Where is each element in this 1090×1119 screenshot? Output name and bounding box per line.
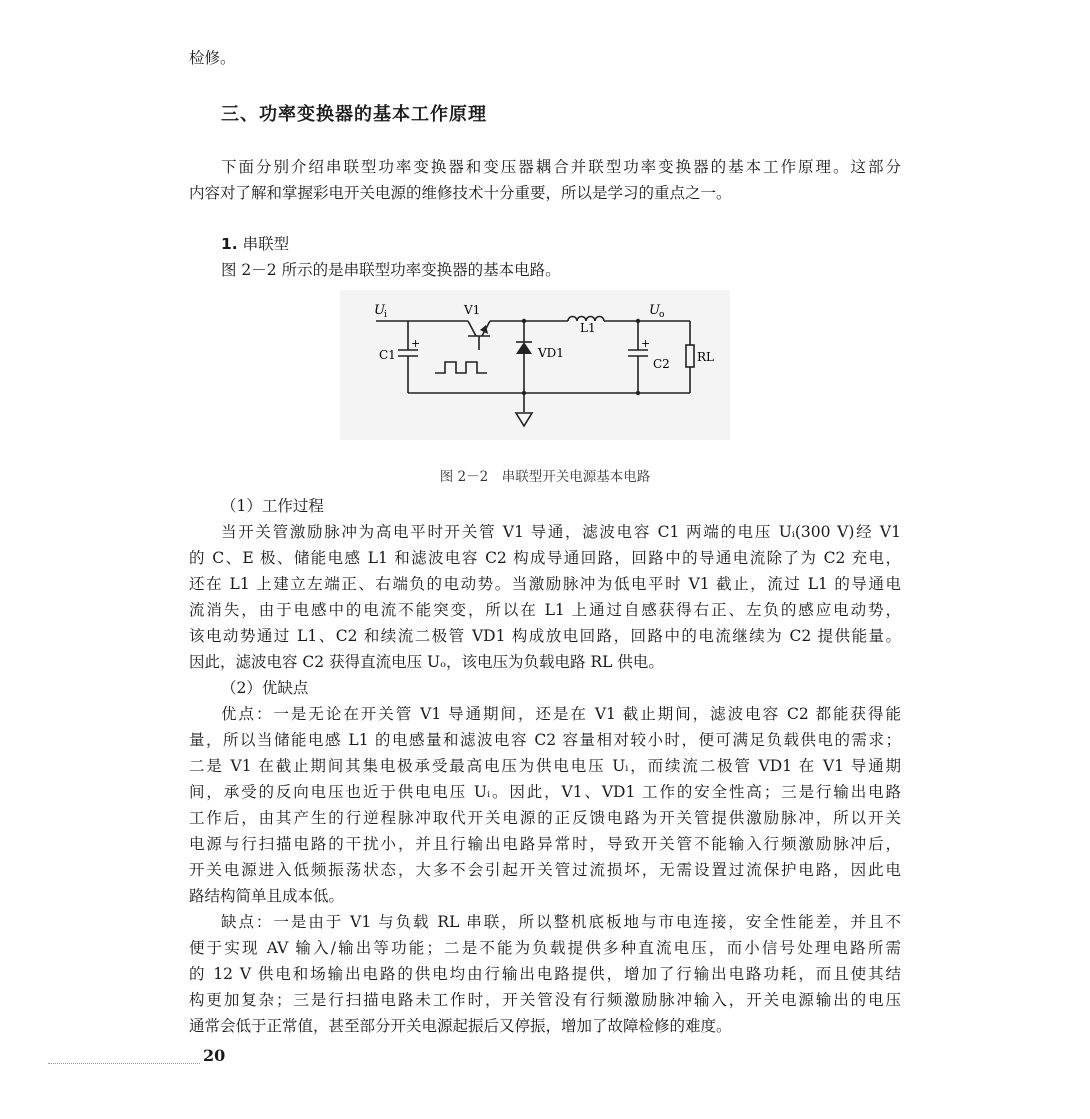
- intro-line-2: 内容对了解和掌握彩电开关电源的维修技术十分重要，所以是学习的重点之一。: [189, 184, 732, 202]
- part2-adv-line-6: 电源与行扫描电路的干扰小，并且行输出电路异常时，导致开关管不能输入行频激励脉冲后，: [189, 835, 901, 853]
- label-c1: C1: [379, 348, 396, 362]
- part1-line-1: 当开关管激励脉冲为高电平时开关管 V1 导通，滤波电容 C1 两端的电压 Uᵢ(300 V)经 V1: [221, 523, 901, 541]
- label-l1: L1: [580, 321, 596, 335]
- part2-adv-line-7: 开关电源进入低频振荡状态，大多不会引起开关管过流损坏，无需设置过流保护电路，因此电: [189, 861, 901, 879]
- c2-plus: +: [641, 337, 651, 350]
- part2-dis-line-2: 便于实现 AV 输入/输出等功能；二是不能为负载提供多种直流电压，而小信号处理电路所需: [189, 939, 901, 957]
- part2-dis-line-4: 构更加复杂；三是行扫描电路未工作时，开关管没有行频激励脉冲输入，开关电源输出的电压: [189, 991, 901, 1009]
- part2-adv-line-3: 二是 V1 在截止期间其集电极承受最高电压为供电电压 Uᵢ，而续流二极管 VD1 在 V1 导通期: [189, 757, 901, 775]
- label-rl: RL: [697, 350, 715, 364]
- section-title: 三、功率变换器的基本工作原理: [221, 104, 487, 125]
- subsection-number: 1.: [221, 235, 238, 253]
- figure-intro: 图 2－2 所示的是串联型功率变换器的基本电路。: [221, 261, 561, 279]
- series-converter-circuit: [340, 290, 730, 440]
- part1-heading: （1）工作过程: [221, 497, 324, 515]
- part2-adv-line-8: 路结构简单且成本低。: [189, 887, 345, 905]
- label-uo: U: [649, 303, 660, 318]
- part2-adv-line-5: 工作后，由其产生的行逆程脉冲取代开关电源的正反馈电路为开关管提供激励脉冲，所以开关: [189, 809, 901, 827]
- label-c2: C2: [653, 357, 670, 371]
- part2-dis-line-1: 缺点：一是由于 V1 与负载 RL 串联，所以整机底板地与市电连接，安全性能差，并且不: [221, 913, 901, 931]
- part2-heading: （2）优缺点: [221, 679, 309, 697]
- label-vd1: VD1: [538, 346, 564, 360]
- part1-line-5: 该电动势通过 L1、C2 和续流二极管 VD1 构成放电回路，回路中的电流继续为 C2 提供能量。: [189, 627, 901, 645]
- label-uo-sub: o: [659, 310, 665, 320]
- label-ui: U: [374, 303, 385, 318]
- part2-adv-line-4: 间，承受的反向电压也近于供电电压 Uᵢ。因此，V1、VD1 工作的安全性高；三是行输出电路: [189, 783, 901, 801]
- label-v1: V1: [464, 303, 481, 317]
- part2-adv-line-2: 量，所以当储能电感 L1 的电感量和滤波电容 C2 容量相对较小时，便可满足负载供电的需求；: [189, 731, 901, 749]
- c1-plus: +: [411, 337, 421, 350]
- label-ui-sub: i: [384, 310, 387, 320]
- top-fragment: 检修。: [189, 49, 236, 67]
- part1-line-4: 流消失，由于电感中的电流不能突变，所以在 L1 上通过自感获得右正、左负的感应电动势，: [189, 601, 901, 619]
- part1-line-3: 还在 L1 上建立左端正、右端负的电动势。当激励脉冲为低电平时 V1 截止，流过 L1 的导通电: [189, 575, 901, 593]
- footer-rule: [48, 1063, 200, 1064]
- subsection-title: 串联型: [242, 235, 290, 253]
- part2-dis-line-3: 的 12 V 供电和场输出电路的供电均由行输出电路提供，增加了行输出电路功耗，而且使其结: [189, 965, 901, 983]
- subsection-heading: [221, 232, 289, 254]
- figure-caption: 图 2－2 串联型开关电源基本电路: [439, 469, 651, 485]
- page-number: 20: [203, 1046, 226, 1065]
- part2-dis-line-5: 通常会低于正常值，甚至部分开关电源起振后又停振，增加了故障检修的难度。: [189, 1017, 732, 1035]
- part2-adv-line-1: 优点：一是无论在开关管 V1 导通期间，还是在 V1 截止期间，滤波电容 C2 都能获得能: [221, 705, 901, 723]
- part1-line-6: 因此，滤波电容 C2 获得直流电压 Uₒ，该电压为负载电路 RL 供电。: [189, 653, 664, 671]
- intro-line-1: 下面分别介绍串联型功率变换器和变压器耦合并联型功率变换器的基本工作原理。这部分: [221, 158, 901, 176]
- part1-line-2: 的 C、E 极、储能电感 L1 和滤波电容 C2 构成导通回路，回路中的导通电流除了为 C2 充电，: [189, 549, 901, 567]
